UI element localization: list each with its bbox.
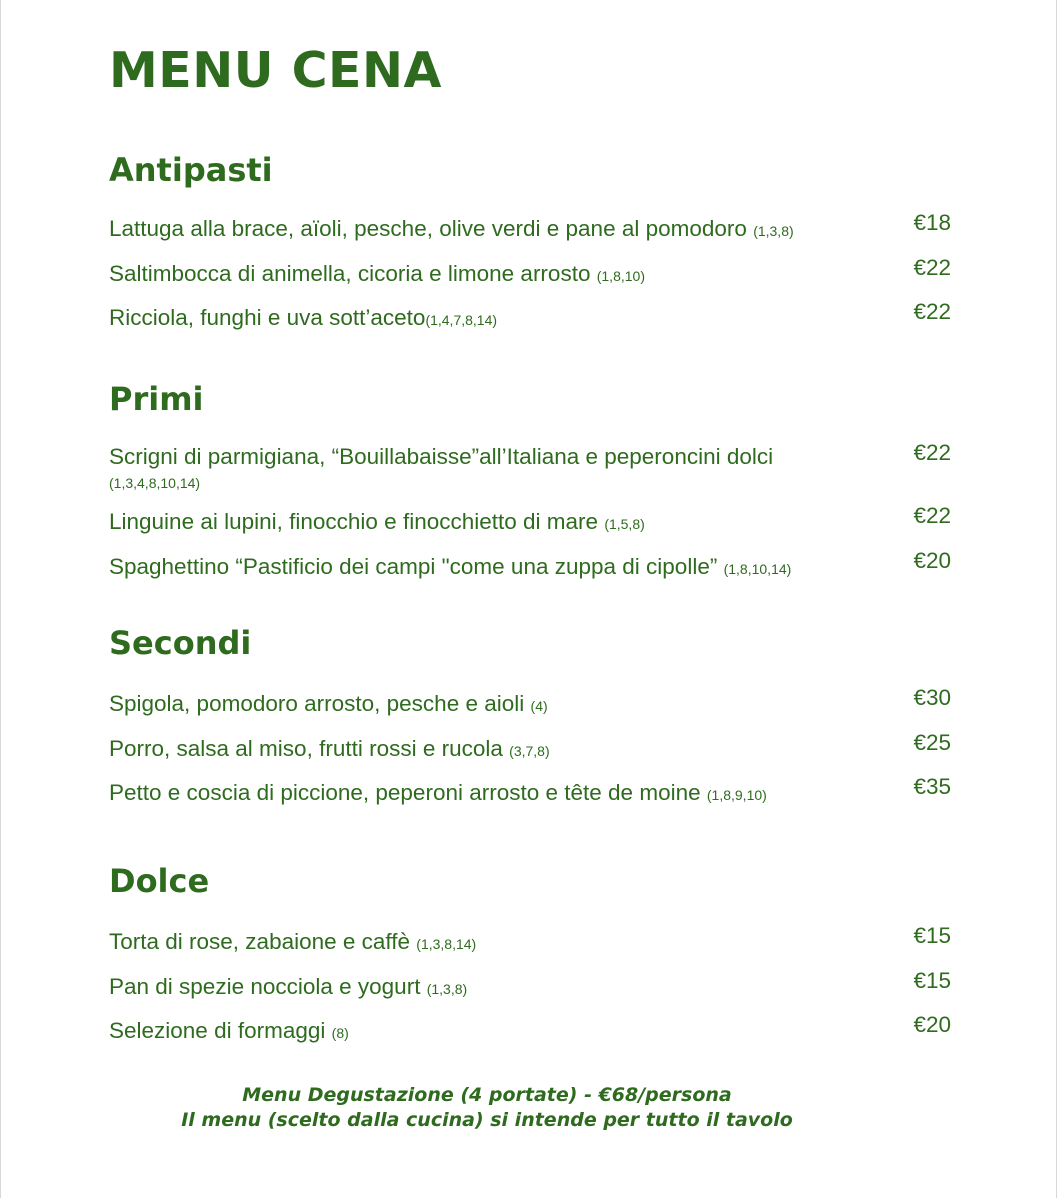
section-antipasti [109, 150, 951, 349]
item-allergens: (1,3,4,8,10,14) [109, 475, 201, 491]
item-price: €22 [913, 440, 951, 465]
menu-item [109, 503, 951, 553]
section-title: Dolce [109, 862, 210, 900]
menu-item [109, 547, 951, 598]
menu-item [109, 729, 951, 780]
menu-item [109, 923, 951, 973]
menu-item [109, 774, 951, 824]
section-primi [109, 379, 951, 597]
tasting-menu-price: Menu Degustazione (4 portate) - €68/persona [242, 1084, 732, 1106]
item-name: Lattuga alla brace, aïoli, pesche, olive verdi e pane al pomodoro [109, 216, 747, 241]
item-allergens: (1,3,8,14) [416, 936, 477, 952]
item-name: Spigola, pomodoro arrosto, pesche e aioli [109, 691, 525, 716]
item-price: €30 [913, 685, 951, 710]
menu-item [109, 299, 951, 349]
item-price: €35 [913, 774, 951, 799]
item-name: Porro, salsa al miso, frutti rossi e rucola [109, 735, 503, 761]
page-title: MENU CENA [109, 42, 442, 99]
item-name: Saltimbocca di animella, cicoria e limone arrosto [109, 260, 591, 286]
tasting-menu-condition: Il menu (scelto dalla cucina) si intende per tutto il tavolo [181, 1109, 793, 1131]
item-name: Pan di spezie nocciola e yogurt [109, 973, 421, 999]
item-allergens: (1,8,10,14) [723, 560, 792, 577]
item-price: €22 [913, 254, 951, 280]
item-name: Ricciola, funghi e uva sott’aceto [109, 305, 426, 330]
item-name: Spaghettino “Pastificio dei campi "come una zuppa di cipolle” [109, 553, 718, 579]
tasting-menu-note [45, 1083, 929, 1133]
item-name: Petto e coscia di piccione, peperoni arrosto e tête de moine [109, 780, 701, 805]
item-name: Selezione di formaggi [109, 1018, 326, 1043]
section-title: Primi [109, 380, 204, 418]
item-price: €18 [913, 210, 951, 235]
menu-item [109, 210, 951, 260]
item-name: Torta di rose, zabaione e caffè [109, 929, 411, 954]
item-price: €20 [913, 547, 951, 573]
item-price: €15 [913, 967, 951, 993]
section-secondi [109, 623, 951, 824]
item-allergens: (1,5,8) [604, 516, 645, 532]
item-price: €15 [913, 923, 951, 948]
item-price: €20 [913, 1012, 951, 1037]
item-allergens: (4) [530, 698, 548, 714]
item-allergens: (1,8,9,10) [706, 787, 767, 803]
item-allergens: (1,3,8) [753, 223, 794, 239]
item-allergens: (3,7,8) [509, 742, 550, 759]
section-dolce [109, 861, 951, 1062]
item-allergens: (1,3,8) [426, 980, 468, 997]
section-title: Secondi [109, 624, 252, 662]
item-allergens: (1,4,7,8,14) [425, 312, 498, 328]
item-price: €22 [913, 503, 951, 528]
menu-item [109, 685, 951, 735]
section-title: Antipasti [109, 151, 273, 189]
menu-item [109, 254, 951, 305]
menu-item [109, 1012, 951, 1062]
item-price: €22 [913, 299, 951, 324]
item-allergens: (1,8,10) [596, 267, 645, 284]
menu-item [109, 440, 951, 508]
item-price: €25 [913, 729, 951, 755]
item-name: Linguine ai lupini, finocchio e finocchietto di mare [109, 509, 599, 534]
item-allergens: (8) [331, 1025, 349, 1041]
item-name: Scrigni di parmigiana, “Bouillabaisse”all’Italiana e peperoncini dolci [109, 444, 774, 469]
menu-item [109, 967, 951, 1018]
